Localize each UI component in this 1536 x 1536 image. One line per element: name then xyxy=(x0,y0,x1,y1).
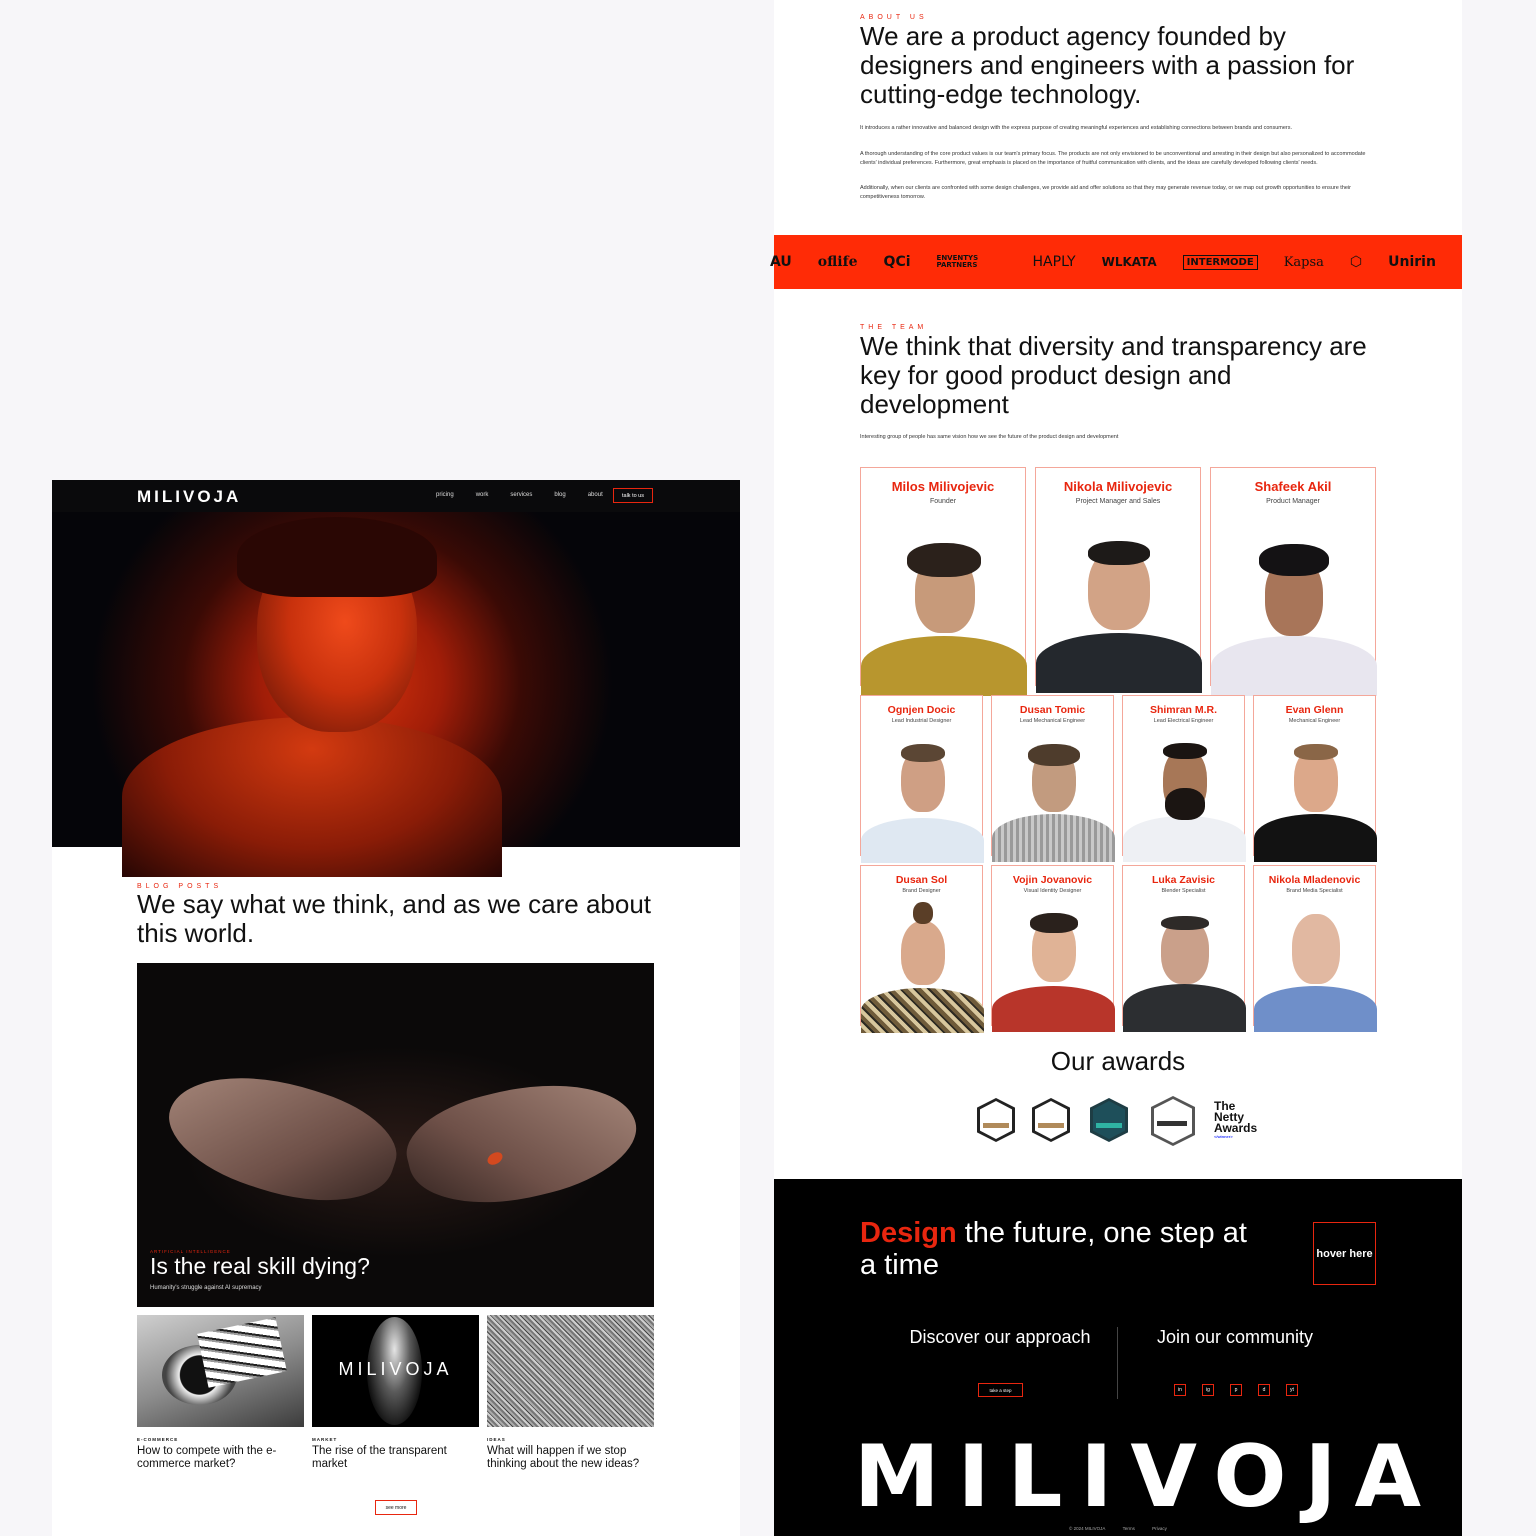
post-tag: IDEAS xyxy=(487,1437,506,1442)
copyright-text: © 2024 MILIVOJA xyxy=(1069,1526,1106,1531)
awards-title: Our awards xyxy=(1050,1046,1186,1076)
blog-page-preview xyxy=(52,480,740,1536)
member-hair xyxy=(1088,541,1150,565)
client-logo-icon: ⬡ xyxy=(1349,254,1363,270)
post-tag: E-COMMERCE xyxy=(137,1437,179,1442)
discord-icon[interactable]: d xyxy=(1258,1384,1270,1396)
member-photo xyxy=(1254,986,1377,1032)
blog-eyebrow: BLOG POSTS xyxy=(137,883,223,890)
take-a-step-button[interactable]: take a step xyxy=(978,1383,1023,1397)
cta-rest: the future, one step at a time xyxy=(860,1217,1247,1281)
member-name: Evan Glenn xyxy=(1285,704,1344,716)
featured-post[interactable] xyxy=(137,963,654,1307)
member-hair-bun xyxy=(913,902,933,924)
member-name: Vojin Jovanovic xyxy=(1012,874,1093,886)
client-logo: WLKATA xyxy=(1101,255,1157,269)
client-logo-strip xyxy=(770,235,1462,289)
netty-tag: </winner> xyxy=(1214,1134,1233,1139)
team-card[interactable] xyxy=(860,695,983,856)
footer-logo: MILIVOJA xyxy=(854,1427,1440,1527)
post-thumbnail[interactable] xyxy=(137,1315,304,1427)
team-card-lead[interactable] xyxy=(860,467,1026,686)
footer xyxy=(774,1179,1462,1536)
member-name: Nikola Milivojevic xyxy=(1063,479,1173,494)
client-logo: Unirin xyxy=(1388,254,1436,270)
member-name: Nikola Mladenovic xyxy=(1268,874,1361,886)
member-photo xyxy=(1123,816,1246,862)
member-name: Milos Milivojevic xyxy=(891,479,995,494)
member-photo xyxy=(861,636,1027,696)
discover-approach-heading: Discover our approach xyxy=(909,1327,1091,1347)
member-role: Mechanical Engineer xyxy=(1288,718,1341,724)
member-hair xyxy=(1163,743,1207,759)
client-logo: ENVENTYS PARTNERS xyxy=(936,254,979,269)
team-eyebrow: THE TEAM xyxy=(860,324,928,331)
member-name: Dusan Sol xyxy=(895,874,948,886)
member-photo xyxy=(861,988,984,1033)
team-card-lead[interactable] xyxy=(1035,467,1201,686)
member-photo xyxy=(1211,636,1377,696)
site-logo[interactable]: MILIVOJA xyxy=(137,487,242,506)
about-paragraph: A thorough understanding of the core product values is our team's primary focus. The products are not only envisioned to be unconventional and arresting in their design but also personalized to accommodate clients' individual preferences. Furthermore, great emphasis is placed on the importance of fruitful communication with clients, and the ideas are carefully developed following clients' needs. xyxy=(860,151,1366,166)
nav-link-pricing[interactable]: pricing xyxy=(436,492,454,498)
member-photo xyxy=(1123,984,1246,1032)
post-title[interactable]: The rise of the transparent market xyxy=(312,1445,447,1470)
thumbnail-logo: MILIVOJA xyxy=(338,1359,453,1379)
team-card[interactable] xyxy=(1253,695,1376,856)
member-name: Dusan Tomic xyxy=(1019,704,1086,716)
footer-divider xyxy=(1117,1327,1118,1399)
client-logo: HAPLY xyxy=(1032,254,1076,270)
member-name: Shimran M.R. xyxy=(1149,704,1218,716)
clutch-award-badge xyxy=(1151,1096,1195,1146)
member-hair xyxy=(1294,744,1338,760)
post-title[interactable]: What will happen if we stop thinking about the new ideas? xyxy=(487,1445,640,1470)
privacy-link[interactable]: Privacy xyxy=(1152,1526,1167,1531)
terms-link[interactable]: Terms xyxy=(1122,1526,1135,1531)
member-role: Founder xyxy=(929,498,957,505)
netty-line: Awards xyxy=(1214,1121,1258,1135)
nav-link-services[interactable]: services xyxy=(510,492,533,498)
member-role: Brand Media Specialist xyxy=(1286,888,1343,894)
netty-line: Netty xyxy=(1214,1110,1245,1124)
member-name: Luka Zavisic xyxy=(1151,874,1216,886)
client-logo: Kapsa xyxy=(1283,254,1324,270)
social-links xyxy=(1174,1384,1298,1396)
member-role: Lead Mechanical Engineer xyxy=(1019,718,1086,724)
cta-title xyxy=(860,1217,1260,1281)
about-page-preview xyxy=(770,0,1462,1536)
member-photo xyxy=(1254,814,1377,862)
featured-post-tag: ARTIFICIAL INTELLIGENCE xyxy=(150,1249,231,1254)
post-card-market[interactable] xyxy=(312,1315,479,1471)
left-hand-image xyxy=(156,1050,409,1226)
post-tag: MARKET xyxy=(312,1437,338,1442)
client-logo: QCi xyxy=(883,254,911,270)
client-logo: AU xyxy=(770,254,792,270)
youtube-icon[interactable]: yt xyxy=(1286,1384,1298,1396)
pinterest-icon[interactable]: p xyxy=(1230,1384,1242,1396)
netty-awards-badge xyxy=(1214,1101,1257,1140)
member-photo xyxy=(901,921,945,985)
about-paragraph: Additionally, when our clients are confronted with some design challenges, we provide aid and offer solutions so that they may generate revenue today, or we map out growth opportunities to ensure their competitiveness tomorrow. xyxy=(860,185,1352,200)
team-card[interactable] xyxy=(860,865,983,1026)
member-role: Lead Industrial Designer xyxy=(891,718,952,724)
nav-link-work[interactable]: work xyxy=(475,492,489,498)
member-photo xyxy=(861,818,984,863)
member-photo xyxy=(1292,914,1340,984)
footer-legal xyxy=(774,1526,1462,1531)
money-image xyxy=(197,1317,287,1387)
member-hair xyxy=(1030,913,1078,933)
member-name: Shafeek Akil xyxy=(1254,479,1332,494)
cta-highlight: Design xyxy=(860,1217,957,1249)
member-role: Product Manager xyxy=(1266,498,1320,505)
member-role: Blender Specialist xyxy=(1161,888,1206,894)
member-hair xyxy=(1028,744,1080,766)
member-role: Project Manager and Sales xyxy=(1075,498,1161,505)
member-hair xyxy=(907,543,981,577)
team-subtitle: Interesting group of people has same vision how we see the future of the product design and development xyxy=(860,434,1119,440)
about-title: We are a product agency founded by designers and engineers with a passion for cutting-edge technology. xyxy=(860,21,1355,109)
member-role: Brand Designer xyxy=(902,888,941,894)
linkedin-icon[interactable]: in xyxy=(1174,1384,1186,1396)
hover-here-button[interactable]: hover here xyxy=(1313,1222,1376,1285)
blog-title: We say what we think, and as we care about this world. xyxy=(137,889,652,948)
member-hair xyxy=(1161,916,1209,930)
nav-link-blog[interactable]: blog xyxy=(554,492,566,498)
member-beard xyxy=(1165,788,1205,820)
hero-portrait-image xyxy=(52,512,740,847)
clutch-award-badge xyxy=(1090,1098,1128,1142)
team-title: We think that diversity and transparency are key for good product design and development xyxy=(860,331,1367,419)
about-paragraph: It introduces a rather innovative and balanced design with the express purpose of creating meaningful experiences and establishing connections between brands and consumers. xyxy=(860,125,1293,131)
post-title[interactable]: How to compete with the e-commerce market? xyxy=(137,1445,277,1470)
clutch-award-badge xyxy=(977,1098,1015,1142)
team-card[interactable] xyxy=(991,865,1114,1026)
instagram-icon[interactable]: ig xyxy=(1202,1384,1214,1396)
post-thumbnail[interactable] xyxy=(312,1315,479,1427)
join-community-heading: Join our community xyxy=(1156,1327,1314,1347)
team-card[interactable] xyxy=(1253,865,1376,1026)
nav-links xyxy=(436,492,603,498)
member-role: Visual Identity Designer xyxy=(1023,888,1082,894)
see-more-button[interactable]: see more xyxy=(375,1500,417,1515)
team-card[interactable] xyxy=(1122,865,1245,1026)
nav-link-about[interactable]: about xyxy=(587,492,603,498)
post-thumbnail[interactable] xyxy=(487,1315,654,1427)
about-eyebrow: ABOUT US xyxy=(860,14,928,21)
member-photo xyxy=(992,986,1115,1032)
portrait-hair xyxy=(237,517,437,597)
member-role: Lead Electrical Engineer xyxy=(1153,718,1214,724)
member-name: Ognjen Docic xyxy=(887,704,956,716)
right-hand-image xyxy=(397,1062,647,1224)
client-logo: oflife xyxy=(817,254,858,270)
team-card[interactable] xyxy=(991,695,1114,856)
portrait-shoulders xyxy=(122,717,502,877)
featured-post-title[interactable]: Is the real skill dying? xyxy=(150,1253,370,1279)
member-hair xyxy=(901,744,945,762)
clutch-award-badge xyxy=(1032,1098,1070,1142)
netty-line: The xyxy=(1214,1099,1236,1113)
team-card[interactable] xyxy=(1122,695,1245,856)
member-photo xyxy=(1036,633,1202,693)
featured-post-subtitle: Humanity's struggle against AI supremacy xyxy=(150,1285,262,1291)
post-card-ecommerce[interactable] xyxy=(137,1315,304,1471)
talk-to-us-button[interactable]: talk to us xyxy=(613,488,653,503)
client-logo: INTERMODE xyxy=(1183,255,1258,270)
top-nav xyxy=(52,480,740,512)
team-card-lead[interactable] xyxy=(1210,467,1376,686)
member-photo xyxy=(992,814,1115,862)
post-card-ideas[interactable] xyxy=(487,1315,654,1471)
member-hair xyxy=(1259,544,1329,576)
